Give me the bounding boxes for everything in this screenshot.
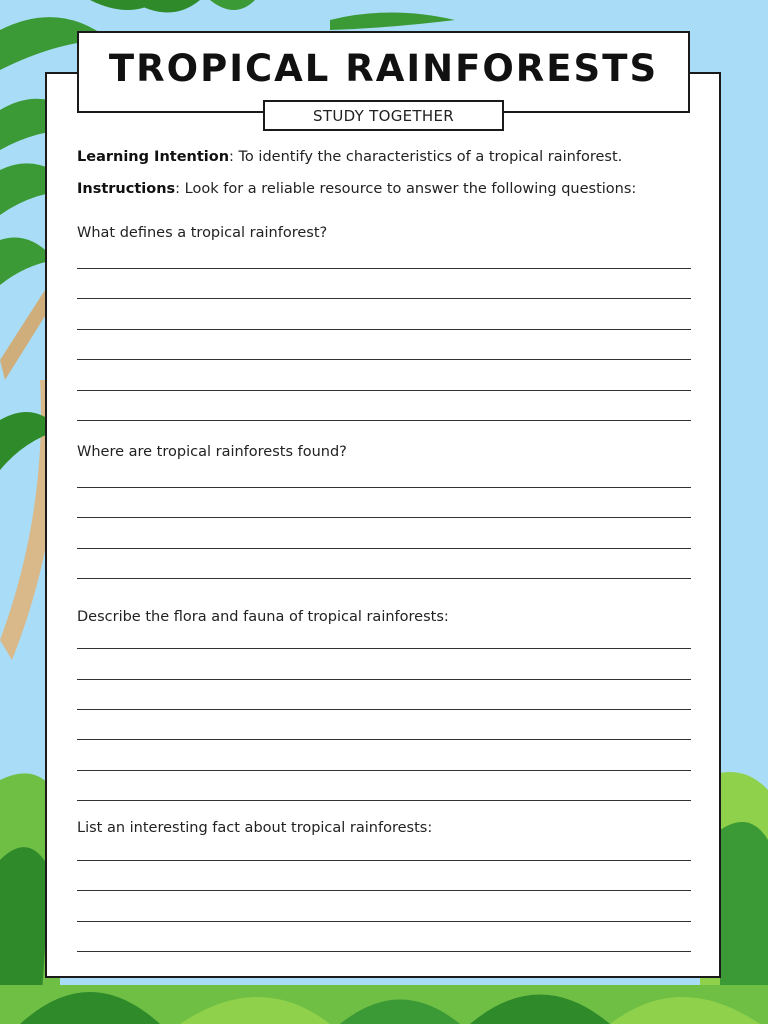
question-1: What defines a tropical rainforest?	[77, 225, 328, 241]
instructions-text: : Look for a reliable resource to answer the following questions:	[175, 181, 637, 197]
learning-intention	[77, 149, 622, 165]
question-3: Describe the flora and fauna of tropical rainforests:	[77, 609, 449, 625]
answer-line[interactable]	[77, 648, 691, 649]
answer-line[interactable]	[77, 420, 691, 421]
answer-line[interactable]	[77, 268, 691, 269]
subtitle: STUDY TOGETHER	[313, 106, 454, 125]
answer-line[interactable]	[77, 329, 691, 330]
answer-line[interactable]	[77, 739, 691, 740]
question-2: Where are tropical rainforests found?	[77, 444, 347, 460]
answer-line[interactable]	[77, 860, 691, 861]
answer-line[interactable]	[77, 951, 691, 952]
answer-line[interactable]	[77, 770, 691, 771]
answer-line[interactable]	[77, 390, 691, 391]
answer-line[interactable]	[77, 890, 691, 891]
answer-line[interactable]	[77, 359, 691, 360]
answer-line[interactable]	[77, 679, 691, 680]
instructions	[77, 181, 636, 197]
instructions-label: Instructions	[77, 181, 176, 197]
answer-line[interactable]	[77, 921, 691, 922]
learning-intention-text: : To identify the characteristics of a tropical rainforest.	[229, 149, 623, 165]
answer-line[interactable]	[77, 487, 691, 488]
page-title: TROPICAL RAINFORESTS	[108, 46, 659, 90]
question-4: List an interesting fact about tropical rainforests:	[77, 820, 433, 836]
subtitle-banner	[263, 100, 504, 131]
answer-line[interactable]	[77, 709, 691, 710]
worksheet-paper	[45, 72, 721, 978]
answer-line[interactable]	[77, 800, 691, 801]
answer-line[interactable]	[77, 578, 691, 579]
answer-line[interactable]	[77, 517, 691, 518]
learning-intention-label: Learning Intention	[77, 149, 230, 165]
answer-line[interactable]	[77, 298, 691, 299]
answer-line[interactable]	[77, 548, 691, 549]
